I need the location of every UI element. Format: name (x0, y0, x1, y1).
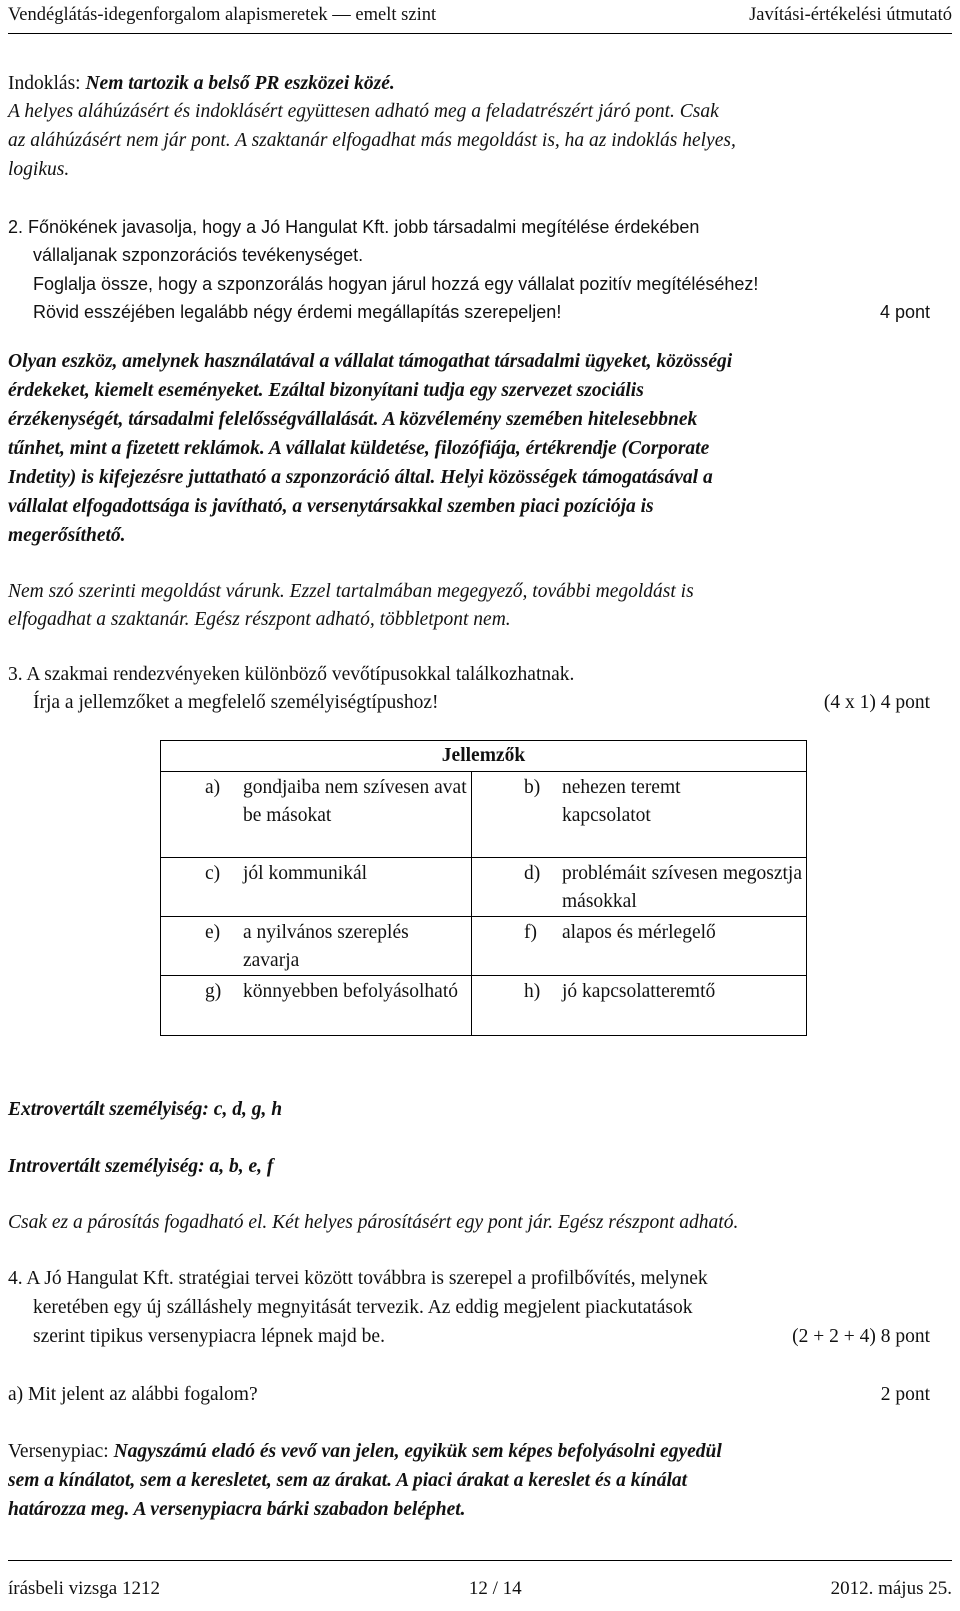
q2-note-1: Nem szó szerinti megoldást várunk. Ezzel tartalmában megegyező, további megoldást is (8, 581, 694, 602)
q4a-points: 2 pont (880, 1384, 930, 1405)
q2-answer-5: Indetity) is kifejezésre juttatható a szponzoráció által. Helyi közösségek támogatásával a (8, 467, 713, 488)
q4-line-1: 4. A Jó Hangulat Kft. stratégiai tervei között továbbra is szerepel a profilbővítés, melynek (8, 1268, 708, 1289)
q2-answer-3: érzékenységét, társadalmi felelősségvállalását. A közvélemény szemében hitelesebbnek (8, 409, 698, 430)
header-subtitle: Javítási-értékelési útmutató (749, 4, 952, 25)
q4-line-3: szerint tipikus versenypiacra lépnek majd be. (33, 1326, 385, 1347)
extrovert-answer: Extrovertált személyiség: c, d, g, h (8, 1099, 283, 1120)
q4a-question: a) Mit jelent az alábbi fogalom? (8, 1384, 258, 1405)
q2-line-4: Rövid esszéjében legalább négy érdemi megállapítás szerepeljen! (33, 302, 562, 322)
q3-points: (4 x 1) 4 pont (823, 692, 930, 713)
char-label: d) (524, 863, 541, 884)
versenypiac-answer-3: határozza meg. A versenypiacra bárki szabadon beléphet. (8, 1499, 466, 1520)
characteristic-g (161, 976, 471, 1006)
indoklas-line (8, 72, 395, 96)
q2-answer-1: Olyan eszköz, amelynek használatával a vállalat támogathat társadalmi ügyeket, közösségi (8, 351, 733, 372)
q2-answer-2: érdekeket, kiemelt eseményeket. Ezáltal bizonyítani tudja egy szervezet szociális (8, 380, 644, 401)
q2-answer-4: tűnhet, mint a fizetett reklámok. A vállalat küldetése, filozófiája, értékrendje (Corporate (8, 438, 710, 459)
versenypiac-label: Versenypiac: (8, 1441, 114, 1462)
versenypiac-answer-1: Nagyszámú eladó és vevő van jelen, egyikük sem képes befolyásolni egyedül (113, 1441, 722, 1462)
page-header (8, 0, 952, 30)
char-label: g) (205, 981, 222, 1002)
header-title: Vendéglátás-idegenforgalom alapismeretek — emelt szint (8, 4, 437, 25)
footer-page-number: 12 / 14 (468, 1578, 522, 1599)
characteristic-e (161, 917, 471, 975)
versenypiac-answer-2: sem a kínálatot, sem a keresletet, sem az árakat. A piaci árakat a kereslet és a kínálat (8, 1470, 688, 1491)
char-label: c) (205, 863, 221, 884)
q2-line-2: vállaljanak szponzorációs tevékenységet. (33, 245, 364, 265)
note1-line-3: logikus. (8, 159, 70, 180)
char-text: könnyebben befolyásolható (243, 981, 458, 1002)
q3-note: Csak ez a párosítás fogadható el. Két helyes párosításért egy pont jár. Egész részpont adható. (8, 1212, 739, 1233)
header-rule (8, 33, 952, 34)
char-text: nehezen teremt kapcsolatot (562, 777, 681, 826)
char-label: e) (205, 922, 221, 943)
char-text: jó kapcsolatteremtő (562, 981, 716, 1002)
characteristic-d (472, 858, 806, 916)
q4-points: (2 + 2 + 4) 8 pont (792, 1326, 930, 1347)
q2-line-1: 2. Főnökének javasolja, hogy a Jó Hangulat Kft. jobb társadalmi megítélése érdekében (8, 217, 700, 237)
page-footer (8, 1578, 952, 1600)
table-title: Jellemzők (161, 741, 807, 772)
footer-date: 2012. május 25. (830, 1578, 952, 1599)
char-text: alapos és mérlegelő (562, 922, 716, 943)
note1-line-2: az aláhúzásért nem jár pont. A szaktanár elfogadhat más megoldást is, ha az indoklás helyes, (8, 130, 736, 151)
char-label: f) (524, 922, 537, 943)
indoklas-label: Indoklás: (8, 73, 86, 94)
char-text: a nyilvános szereplés zavarja (243, 922, 409, 971)
char-label: b) (524, 777, 541, 798)
footer-rule (8, 1560, 952, 1561)
characteristic-c (161, 858, 471, 888)
char-text: gondjaiba nem szívesen avat be másokat (243, 777, 467, 826)
footer-exam: írásbeli vizsga 1212 (8, 1578, 160, 1599)
characteristic-b (472, 772, 806, 830)
indoklas-text: Nem tartozik a belső PR eszközei közé. (85, 73, 395, 94)
char-label: h) (524, 981, 541, 1002)
char-text: jól kommunikál (243, 863, 368, 884)
q3-line-1: 3. A szakmai rendezvényeken különböző vevőtípusokkal találkozhatnak. (8, 664, 575, 685)
char-text: problémáit szívesen megosztja másokkal (562, 863, 802, 912)
q2-answer-6: vállalat elfogadottsága is javítható, a versenytársakkal szemben piaci pozíciója is (8, 496, 654, 517)
note1-line-1: A helyes aláhúzásért és indoklásért együttesen adható meg a feladatrészért járó pont. Csak (8, 101, 719, 122)
char-label: a) (205, 777, 221, 798)
introvert-answer: Introvertált személyiség: a, b, e, f (8, 1156, 274, 1177)
q2-note-2: elfogadhat a szaktanár. Egész részpont adható, többletpont nem. (8, 609, 511, 630)
versenypiac-line-1 (8, 1440, 722, 1464)
characteristic-f (472, 917, 806, 947)
q2-points: 4 pont (879, 302, 930, 322)
characteristic-a (161, 772, 471, 830)
characteristic-h (472, 976, 806, 1006)
characteristics-grid (160, 740, 807, 1036)
q2-line-3: Foglalja össze, hogy a szponzorálás hogyan járul hozzá egy vállalat pozitív megítéléséhez! (33, 274, 759, 294)
q3-line-2: Írja a jellemzőket a megfelelő személyiségtípushoz! (33, 692, 439, 713)
q2-answer-7: megerősíthető. (8, 525, 126, 546)
q4-line-2: keretében egy új szálláshely megnyitását tervezik. Az eddig megjelent piackutatások (33, 1297, 693, 1318)
